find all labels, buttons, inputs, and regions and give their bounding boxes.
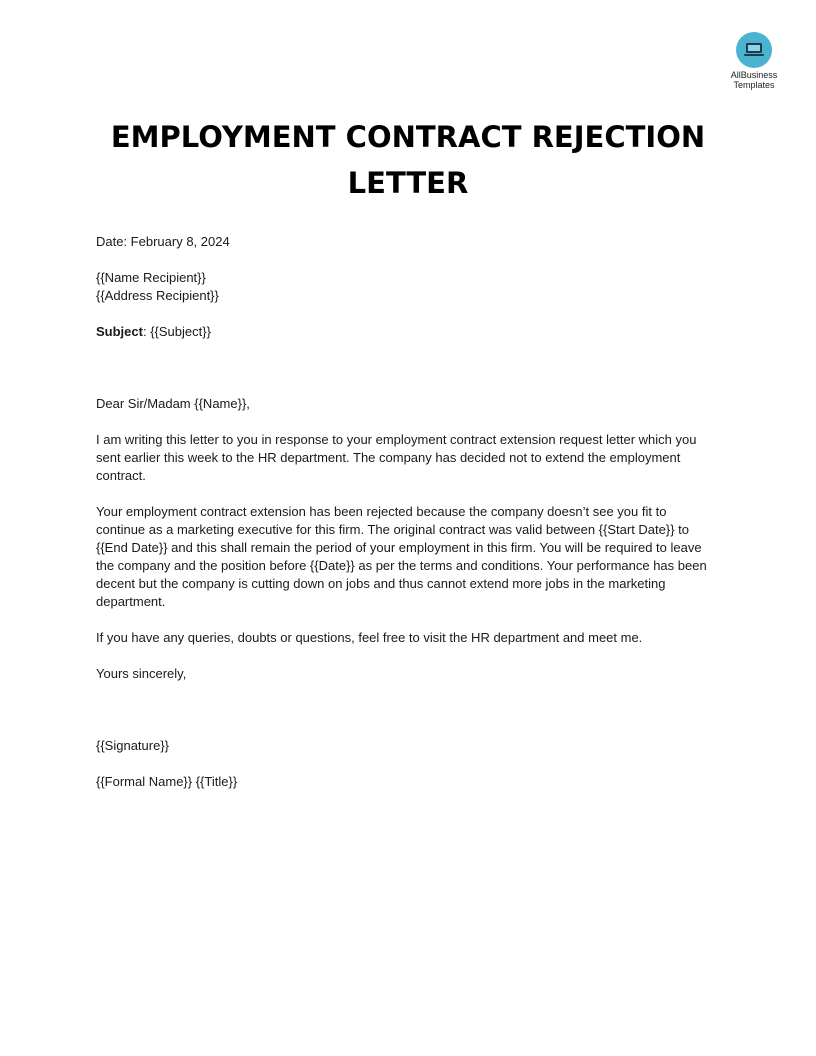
letter-body [96, 233, 718, 791]
signature: {{Signature}} [96, 738, 170, 753]
formal-name-title: {{Formal Name}} {{Title}} [96, 774, 238, 789]
document-title [108, 114, 708, 206]
subject-label: Subject [96, 324, 143, 339]
allbusiness-templates-logo [724, 32, 784, 90]
paragraph-1: I am writing this letter to you in response to your employment contract extension request letter which you sent earlier this week to the HR department. The company has decided not to extend the employment contract. [96, 432, 697, 483]
laptop-icon [736, 32, 772, 68]
recipient-address: {{Address Recipient}} [96, 288, 219, 303]
title-line-2: LETTER [347, 166, 469, 200]
paragraph-3: If you have any queries, doubts or questions, feel free to visit the HR department and meet me. [96, 630, 643, 645]
logo-line-2: Templates [733, 80, 775, 90]
date-line: Date: February 8, 2024 [96, 234, 230, 249]
logo-line-1: AllBusiness [730, 70, 778, 80]
subject-line [96, 323, 718, 341]
greeting: Dear Sir/Madam {{Name}}, [96, 396, 250, 411]
subject-value: : {{Subject}} [142, 324, 211, 339]
closing: Yours sincerely, [96, 666, 187, 681]
logo-text [724, 70, 784, 90]
paragraph-2: Your employment contract extension has been rejected because the company doesn’t see you fit to continue as a marketing executive for this firm. The original contract was valid between {{Start Date}} to {{End Date}} and this shall remain the period of your employment in this firm. You will be required to leave the company and the position before {{Date}} as per the terms and conditions. Your performance has been decent but the company is cutting down on jobs and thus cannot extend more jobs in the marketing department. [96, 504, 707, 609]
recipient-name: {{Name Recipient}} [96, 270, 206, 285]
title-line-1: EMPLOYMENT CONTRACT REJECTION [110, 120, 706, 154]
